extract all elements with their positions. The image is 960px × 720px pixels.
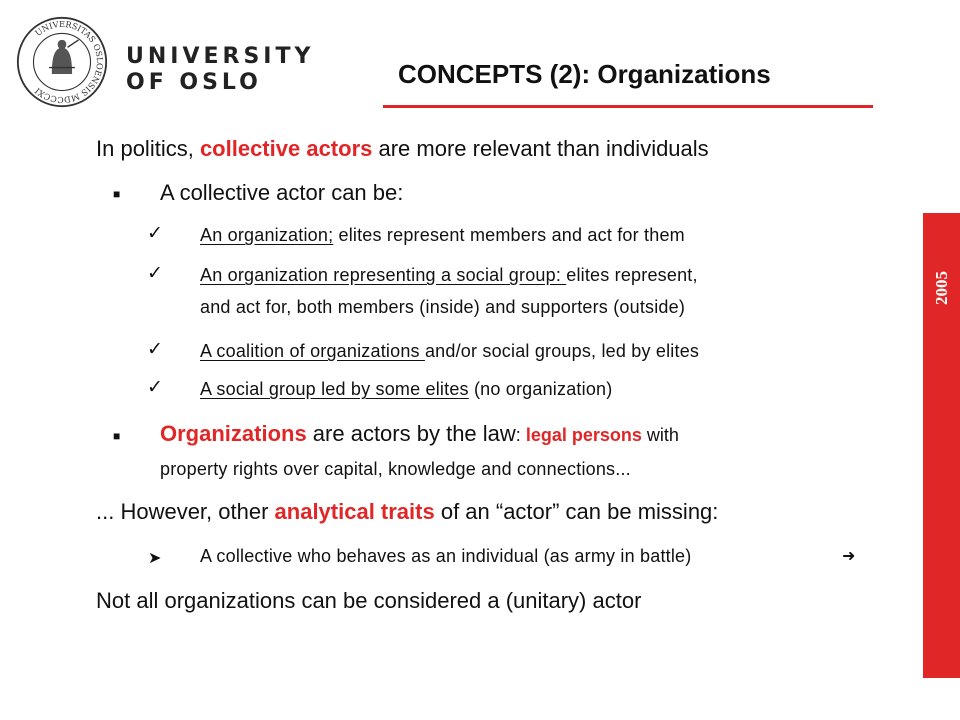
body-line-1 <box>96 136 709 162</box>
logo-line-1: UNIVERSITY <box>126 44 315 69</box>
highlight-legal-persons: legal persons <box>525 425 642 445</box>
line4-text-c: of an “actor” can be missing: <box>434 499 719 524</box>
check4-rest: (no organization) <box>468 379 613 399</box>
arrow-item-1: A collective who behaves as an individual (as army in battle) <box>200 546 692 566</box>
check2-rest: elites represent, <box>566 265 698 285</box>
check3-rest: and/or social groups, led by elites <box>424 341 700 361</box>
check-item-2-cont: and act for, both members (inside) and supporters (outside) <box>200 297 686 317</box>
body-line-2: A collective actor can be: <box>160 180 404 205</box>
check-icon: ✓ <box>147 377 163 398</box>
body-line-3-cont: property rights over capital, knowledge and connections... <box>160 459 631 479</box>
check3-underlined: A coalition of organizations <box>200 341 425 361</box>
check4-underlined: A social group led by some elites <box>200 379 469 399</box>
check-icon: ✓ <box>147 339 163 360</box>
seal-text: UNIVERSITAS OSLOENSIS MDCCCXI <box>32 19 106 106</box>
university-logo <box>126 44 314 96</box>
line1-text-a: In politics, <box>96 136 200 161</box>
check-item-4 <box>200 379 612 400</box>
body-line-5: Not all organizations can be considered a (unitary) actor <box>96 588 642 613</box>
check2-underlined: An organization representing a social group: <box>200 265 567 285</box>
line3-colon: : <box>515 425 526 445</box>
check-icon: ✓ <box>147 263 163 284</box>
highlight-collective-actors: collective actors <box>199 136 373 161</box>
body-line-3 <box>160 421 679 447</box>
highlight-organizations: Organizations <box>160 421 307 446</box>
square-bullet-icon: ■ <box>113 429 121 443</box>
line1-text-c: are more relevant than individuals <box>372 136 709 161</box>
check1-rest: elites represent members and act for them <box>333 225 685 245</box>
line4-text-a: ... However, other <box>96 499 275 524</box>
highlight-analytical-traits: analytical traits <box>274 499 435 524</box>
check-item-3 <box>200 341 699 362</box>
title-underline <box>383 105 873 108</box>
square-bullet-icon: ■ <box>113 187 121 201</box>
check1-underlined: An organization; <box>200 225 334 245</box>
check-icon: ✓ <box>147 223 163 244</box>
university-seal <box>16 16 108 108</box>
slide-title: CONCEPTS (2): Organizations <box>398 59 771 89</box>
arrow-bullet-icon: ➤ <box>148 550 162 567</box>
side-year-label: 2005 <box>932 271 951 305</box>
line3-text-b: are actors by the law <box>306 421 516 446</box>
logo-line-2: OF OSLO <box>126 70 262 95</box>
body-line-4 <box>96 499 718 525</box>
check-item-1 <box>200 225 685 246</box>
check-item-2 <box>200 265 698 286</box>
right-arrow-icon: ➜ <box>842 548 856 565</box>
line3-text-e: with <box>641 425 679 445</box>
